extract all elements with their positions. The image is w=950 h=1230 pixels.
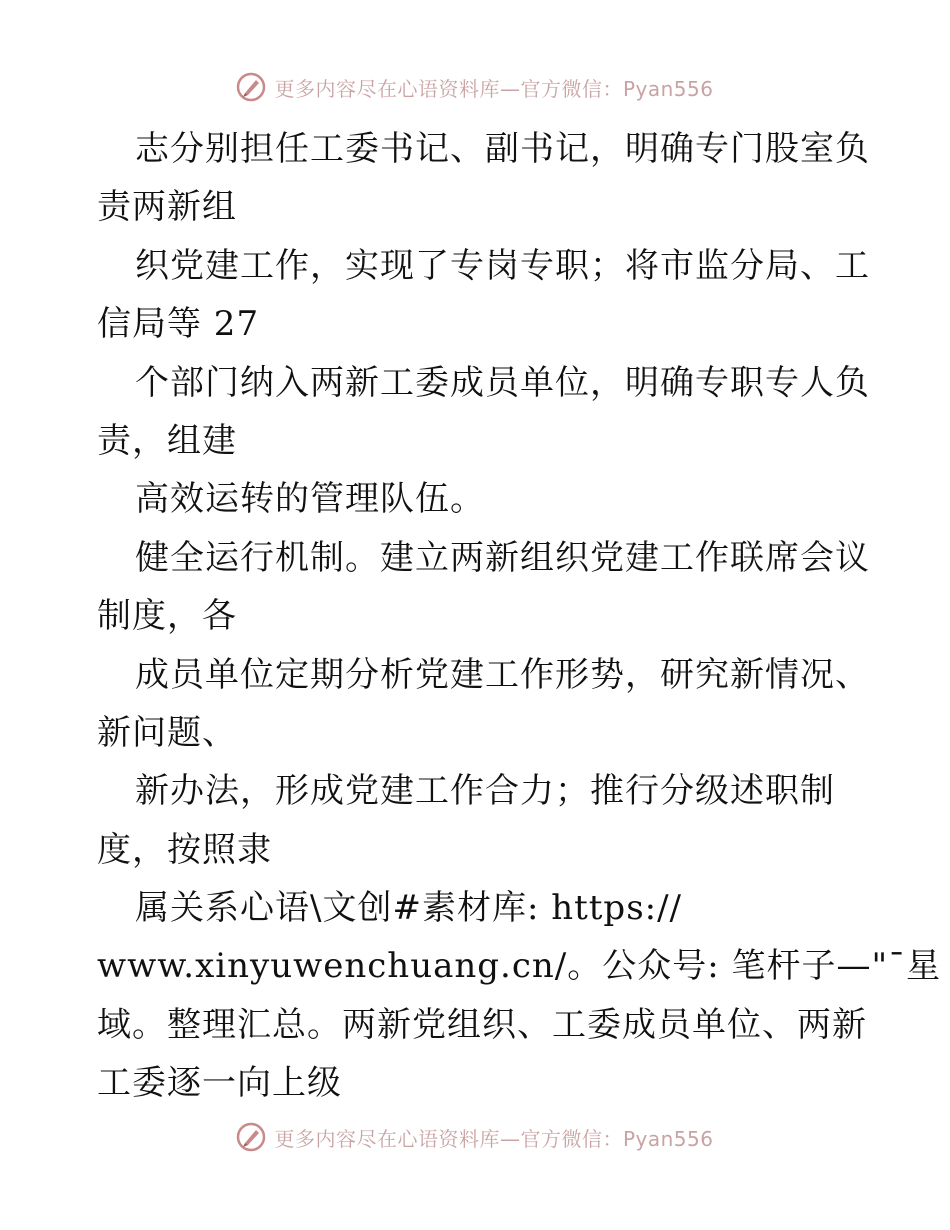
- pen-logo-icon: [236, 1122, 266, 1152]
- text-line: 制度，各: [97, 596, 237, 637]
- header-watermark: [0, 72, 950, 102]
- text-line: 责，组建: [97, 420, 237, 461]
- text-line: 织党建工作，实现了专岗专职；将市监分局、工: [135, 245, 870, 286]
- text-line: 信局等 27: [97, 304, 260, 345]
- text-line: 健全运行机制。建立两新组织党建工作联席会议: [135, 537, 870, 578]
- text-line: 高效运转的管理队伍。: [135, 479, 485, 520]
- watermark-text: 更多内容尽在心语资料库—官方微信：Pyan556: [274, 1126, 714, 1151]
- text-line: 新办法，形成党建工作合力；推行分级述职制: [135, 771, 835, 812]
- text-line: 度，按照隶: [97, 829, 272, 870]
- footer-watermark: [0, 1122, 950, 1152]
- pen-logo-icon: [236, 72, 266, 102]
- text-line: 成员单位定期分析党建工作形势，研究新情况、: [135, 654, 870, 695]
- text-line: 志分别担任工委书记、副书记，明确专门股室负: [135, 129, 870, 169]
- text-line: 新问题、: [97, 712, 237, 753]
- watermark-text: 更多内容尽在心语资料库—官方微信：Pyan556: [274, 76, 714, 101]
- text-line: 工委逐一向上级: [97, 1063, 342, 1104]
- text-line: 域。整理汇总。两新党组织、工委成员单位、两新: [97, 1004, 867, 1045]
- text-line: 责两新组: [97, 187, 237, 228]
- text-line: www.xinyuwenchuang.cn/。公众号: 笔杆子—"¯星: [97, 946, 942, 987]
- text-line: 属关系心语\文创#素材库: https://: [135, 888, 683, 929]
- document-body: [97, 120, 942, 1113]
- text-line: 个部门纳入两新工委成员单位，明确专职专人负: [135, 362, 870, 403]
